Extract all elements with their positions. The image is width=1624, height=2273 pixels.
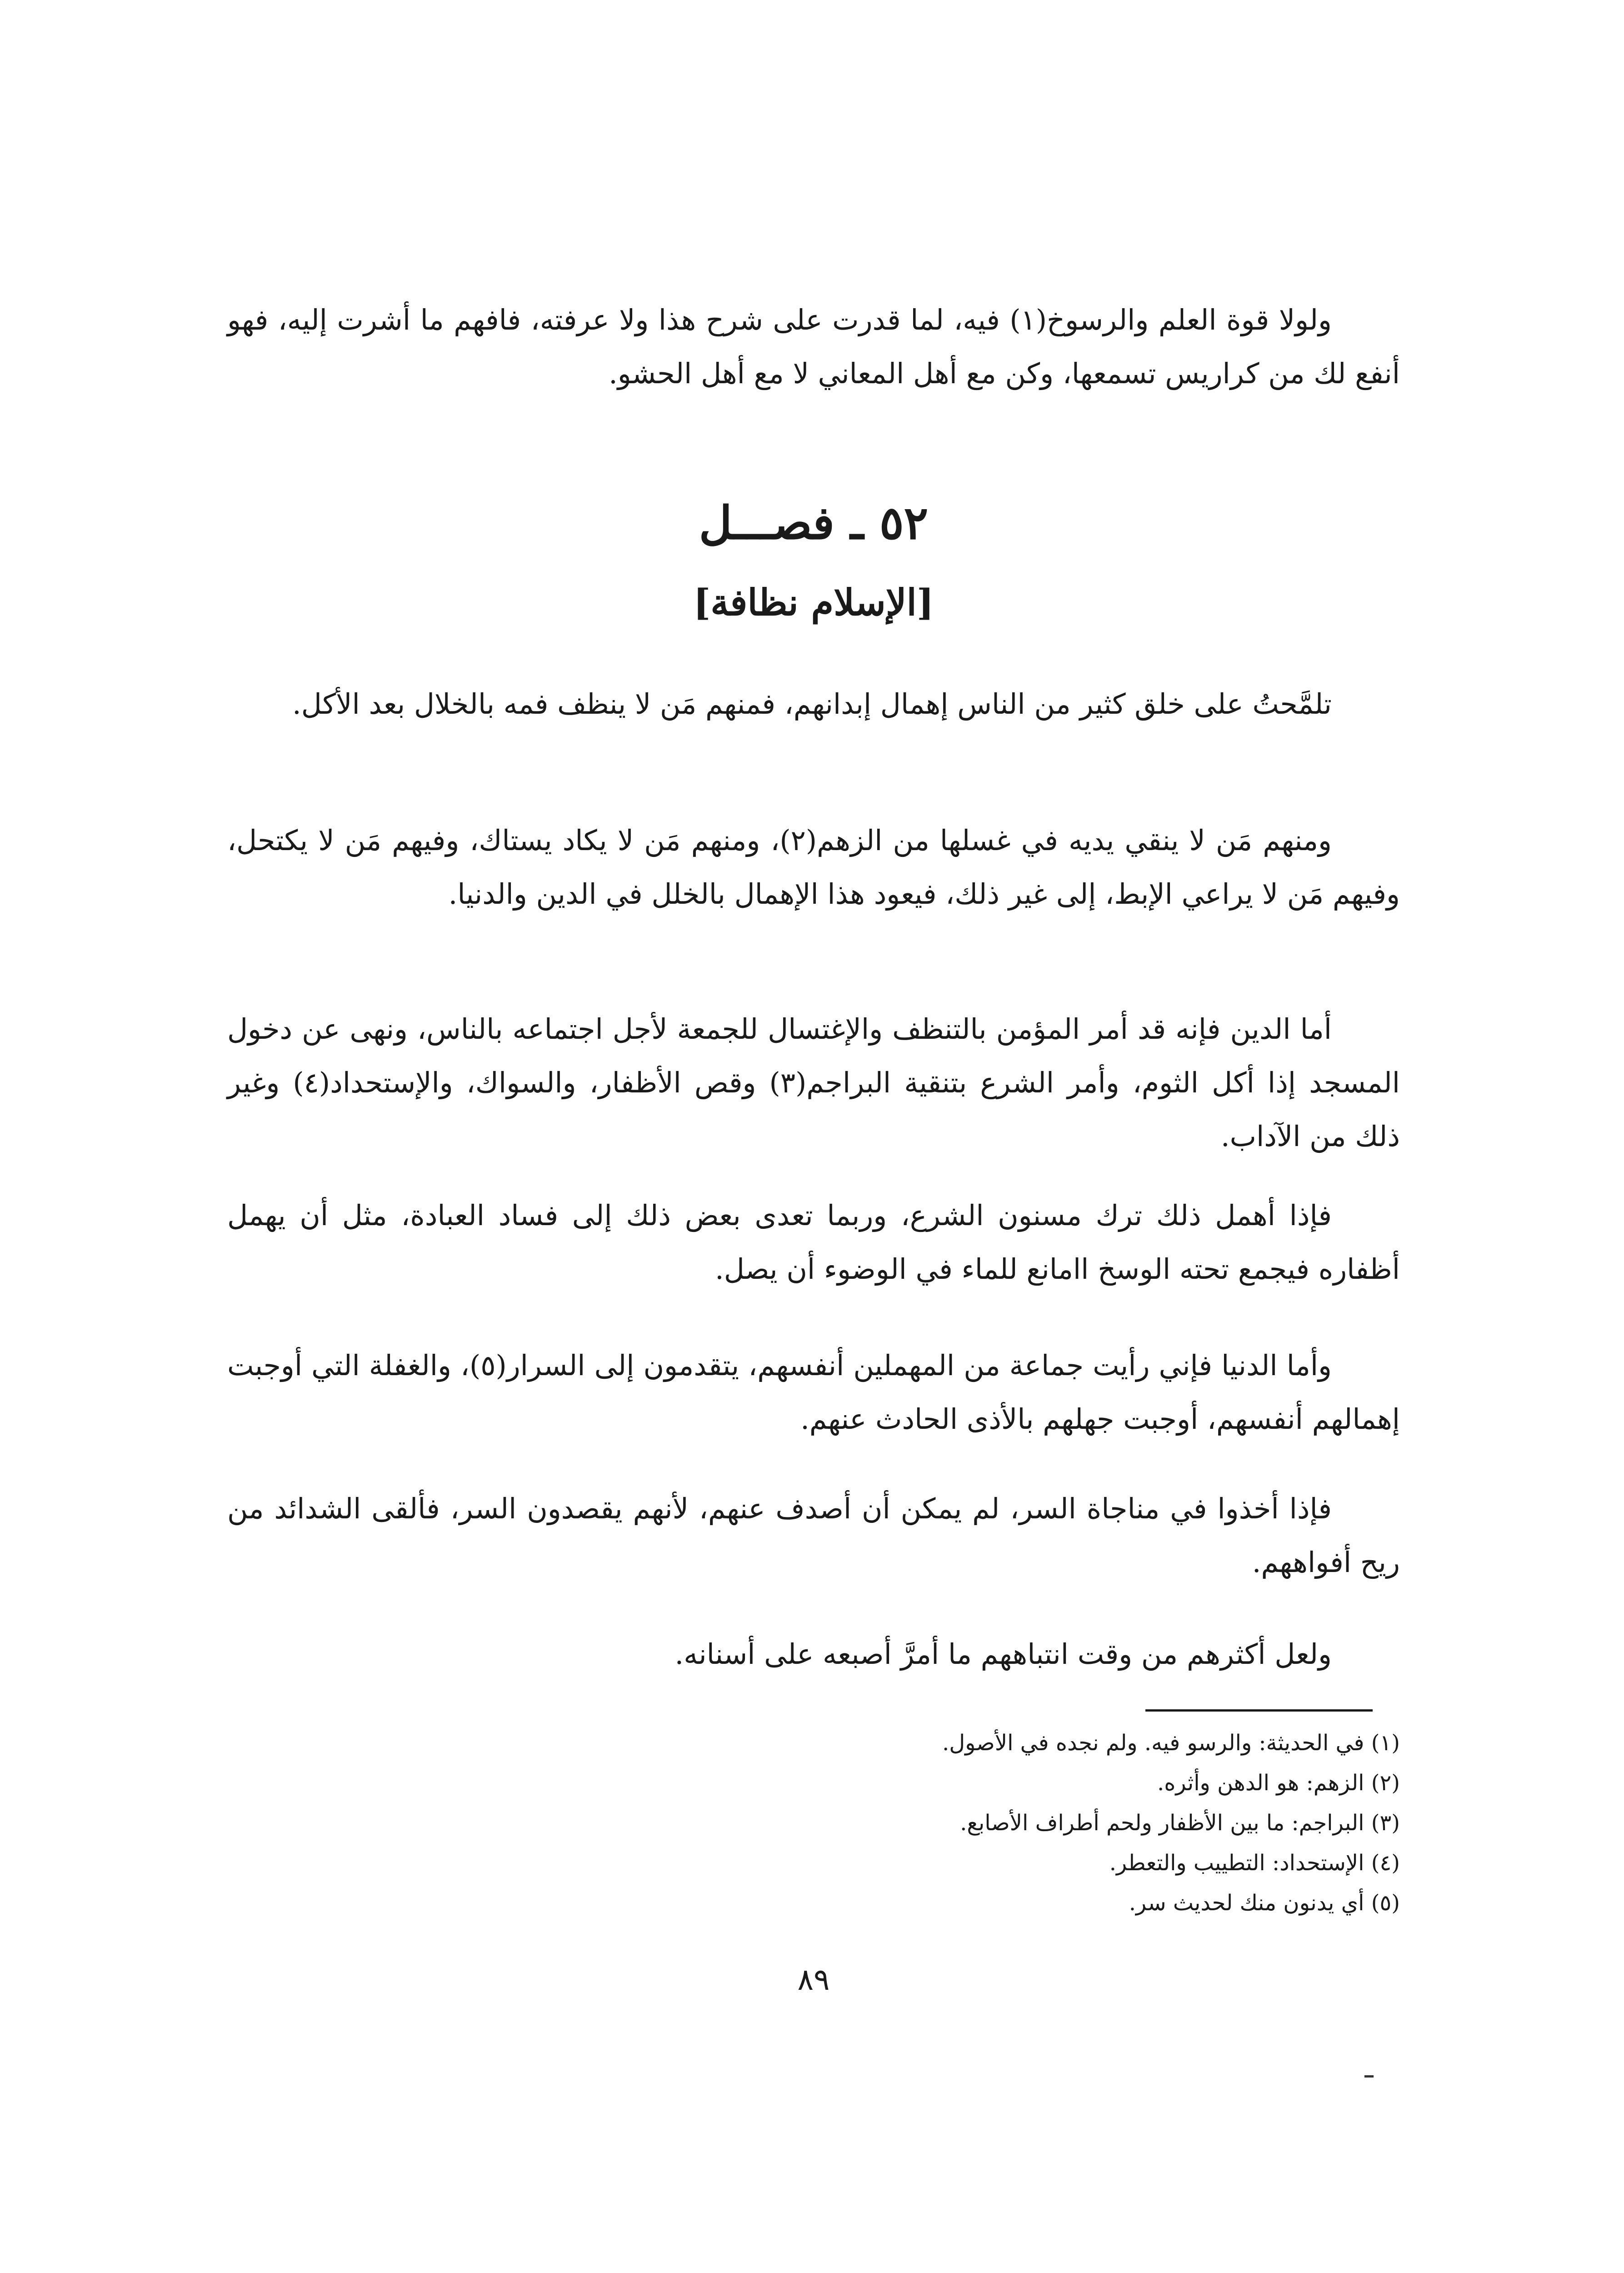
footnote-item: (٤) الإستحداد: التطييب والتعطر. [1109,1850,1400,1876]
intro-paragraph: ولولا قوة العلم والرسوخ(١) فيه، لما قدرت على شرح هذا ولا عرفته، فافهم ما أشرت إليه، فهو أنفع لك من كراريس تسمعها، وكن مع أهل المعاني لا مع أهل الحشو. [227,303,1400,390]
footnote-item: (٣) البراجم: ما بين الأظفار ولحم أطراف الأصابع. [960,1810,1400,1836]
body-paragraph: فإذا أهمل ذلك ترك مسنون الشرع، وربما تعدى بعض ذلك إلى فساد العبادة، مثل أن يهمل أظفاره فيجمع تحته الوسخ ا‌ا‌مانع للماء في الوضوء أن يصل. [227,1199,1400,1286]
section-title: [الإسلام نظافة] [693,581,934,624]
footnote-separator [1145,1709,1373,1712]
footnotes-list [227,1723,1400,1923]
body-paragraph: ومنهم مَن لا ينقي يديه في غسلها من الزهم(٢)، ومنهم مَن لا يكاد يستاك، وفيهم مَن لا يكتحل، وفيهم مَن لا يراعي الإبط، إلى غير ذلك، فيعود هذا الإهمال بالخلل في الدين والدنيا. [227,824,1400,911]
body-paragraph: تلمَّحتُ على خلق كثير من الناس إهمال إبدانهم، فمنهم مَن لا ينظف فمه بالخلال بعد الأكل. [292,687,1332,721]
body-paragraph: وأما الدنيا فإني رأيت جماعة من المهملين أنفسهم، يتقدمون إلى السرار(٥)، والغفلة التي أوجبت إهمالهم أنفسهم، أوجبت جهلهم بالأذى الحادث عنهم. [227,1349,1400,1436]
footnote-item: (١) في الحديثة: والرسو فيه. ولم نجده في الأصول. [942,1730,1400,1756]
section-number: ٥٢ ـ فصـــل [699,496,929,550]
body-paragraph: أما الدين فإنه قد أمر المؤمن بالتنظف والإغتسال للجمعة لأجل اجتماعه بالناس، ونهى عن دخول المسجد إذا أكل الثوم، وأمر الشرع بتنقية البراجم(٣) وقص الأظفار، والسواك، والإستحداد(٤) وغير ذلك من الآداب. [227,1012,1400,1153]
footnote-item: (٢) الزهم: هو الدهن وأثره. [1157,1770,1400,1796]
body-paragraph: فإذا أخذوا في مناجاة السر، لم يمكن أن أصدف عنهم، لأنهم يقصدون السر، فألقى الشدائد من ريح أفواههم. [227,1492,1400,1579]
page-number: ٨٩ [797,1962,830,1997]
footnote-item: (٥) أي يدنون منك لحديث سر. [1129,1890,1400,1916]
body-paragraph: ولعل أكثرهم من وقت انتباههم ما أمرَّ أصبعه على أسنانه. [675,1637,1332,1671]
scan-mark [1364,2075,1374,2078]
